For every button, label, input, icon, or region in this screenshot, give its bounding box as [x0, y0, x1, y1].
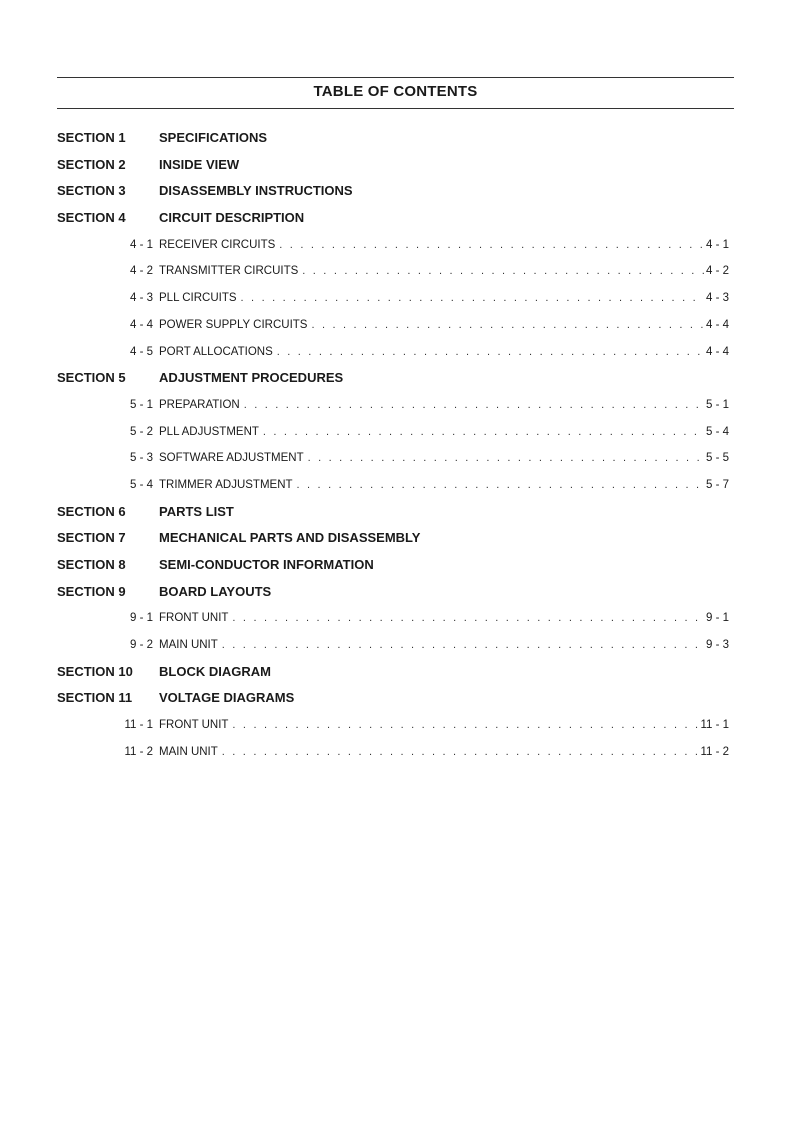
toc-subsection-row[interactable] — [57, 339, 734, 366]
subsection-number: 11 - 1 — [124, 719, 153, 732]
section-number: SECTION 4 — [57, 210, 126, 226]
toc-subsection-row[interactable] — [57, 285, 734, 312]
section-number: SECTION 2 — [57, 156, 126, 172]
subsection-number: 5 - 4 — [129, 478, 153, 491]
section-title: BLOCK DIAGRAM — [159, 663, 271, 679]
toc-subsection-row[interactable] — [57, 312, 734, 339]
subsection-title: RECEIVER CIRCUITS — [159, 238, 276, 251]
subsection-entry — [159, 632, 729, 659]
subsection-title: PORT ALLOCATIONS — [159, 345, 273, 358]
subsection-entry — [159, 232, 729, 259]
subsection-entry — [159, 472, 729, 499]
subsection-entry — [159, 605, 729, 632]
subsection-page-number: 4 - 3 — [705, 292, 729, 305]
dot-leader — [263, 419, 704, 446]
subsection-entry — [159, 712, 729, 739]
section-title: PARTS LIST — [159, 503, 234, 519]
subsection-title: PLL CIRCUITS — [159, 292, 237, 305]
section-number: SECTION 1 — [57, 130, 126, 145]
subsection-page-number: 9 - 1 — [705, 612, 729, 625]
toc-subsection-row[interactable] — [57, 392, 734, 419]
subsection-number: 4 - 1 — [129, 238, 153, 251]
section-title: VOLTAGE DIAGRAMS — [159, 690, 295, 706]
toc-subsection-row[interactable] — [57, 419, 734, 446]
section-number: SECTION 11 — [57, 690, 133, 706]
subsection-entry — [159, 285, 729, 312]
toc-subsection-row[interactable] — [57, 712, 734, 739]
subsection-page-number: 5 - 5 — [705, 452, 729, 465]
subsection-page-number: 4 - 2 — [705, 265, 729, 278]
subsection-entry — [159, 392, 729, 419]
subsection-title: PREPARATION — [159, 398, 240, 411]
subsection-title: FRONT UNIT — [159, 612, 229, 625]
toc-subsection-row[interactable] — [57, 472, 734, 499]
toc-subsection-row[interactable] — [57, 605, 734, 632]
subsection-number: 5 - 1 — [129, 398, 153, 411]
subsection-number: 4 - 2 — [129, 265, 153, 278]
dot-leader — [232, 605, 704, 632]
section-number: SECTION 6 — [57, 503, 126, 519]
toc-section-row[interactable] — [57, 125, 734, 152]
toc-section-row[interactable] — [57, 525, 734, 552]
section-title: SPECIFICATIONS — [159, 130, 268, 145]
subsection-number: 11 - 2 — [124, 745, 153, 758]
title-bottom-rule — [57, 108, 734, 109]
page-title: TABLE OF CONTENTS — [313, 83, 478, 100]
subsection-page-number: 4 - 4 — [705, 318, 729, 331]
subsection-title: TRIMMER ADJUSTMENT — [159, 478, 293, 491]
title-top-rule — [57, 77, 734, 78]
toc-section-row[interactable] — [57, 685, 734, 712]
section-number: SECTION 5 — [57, 370, 126, 386]
toc-section-row[interactable] — [57, 579, 734, 606]
toc-subsection-row[interactable] — [57, 445, 734, 472]
section-title: SEMI-CONDUCTOR INFORMATION — [159, 557, 374, 572]
section-number: SECTION 9 — [57, 583, 126, 599]
subsection-number: 4 - 4 — [129, 318, 153, 331]
section-title: BOARD LAYOUTS — [159, 583, 272, 599]
section-number: SECTION 10 — [57, 663, 133, 679]
dot-leader — [232, 712, 698, 739]
section-title: MECHANICAL PARTS AND DISASSEMBLY — [159, 530, 421, 546]
subsection-page-number: 5 - 4 — [705, 425, 729, 438]
dot-leader — [222, 739, 699, 766]
subsection-entry — [159, 258, 729, 285]
table-of-contents — [57, 125, 734, 766]
dot-leader — [277, 339, 704, 366]
toc-subsection-row[interactable] — [57, 739, 734, 766]
dot-leader — [222, 632, 704, 659]
toc-section-row[interactable] — [57, 205, 734, 232]
subsection-page-number: 4 - 4 — [705, 345, 729, 358]
subsection-page-number: 11 - 1 — [700, 719, 729, 732]
toc-section-row[interactable] — [57, 365, 734, 392]
dot-leader — [279, 232, 704, 259]
section-number: SECTION 8 — [57, 557, 126, 572]
toc-section-row[interactable] — [57, 152, 734, 179]
subsection-title: SOFTWARE ADJUSTMENT — [159, 452, 304, 465]
subsection-title: POWER SUPPLY CIRCUITS — [159, 318, 308, 331]
section-number: SECTION 7 — [57, 530, 126, 546]
dot-leader — [241, 285, 704, 312]
subsection-page-number: 11 - 2 — [700, 745, 729, 758]
subsection-entry — [159, 445, 729, 472]
dot-leader — [311, 312, 704, 339]
section-title: ADJUSTMENT PROCEDURES — [159, 370, 344, 386]
section-title: DISASSEMBLY INSTRUCTIONS — [159, 183, 353, 199]
subsection-entry — [159, 312, 729, 339]
section-title: INSIDE VIEW — [159, 156, 240, 172]
subsection-page-number: 5 - 7 — [705, 478, 729, 491]
subsection-title: FRONT UNIT — [159, 719, 229, 732]
section-title: CIRCUIT DESCRIPTION — [159, 210, 305, 226]
toc-section-row[interactable] — [57, 499, 734, 526]
subsection-entry — [159, 419, 729, 446]
subsection-number: 5 - 2 — [129, 425, 153, 438]
subsection-title: TRANSMITTER CIRCUITS — [159, 265, 299, 278]
toc-subsection-row[interactable] — [57, 232, 734, 259]
subsection-page-number: 5 - 1 — [705, 398, 729, 411]
subsection-number: 4 - 5 — [129, 345, 153, 358]
dot-leader — [302, 258, 704, 285]
subsection-title: MAIN UNIT — [159, 745, 218, 758]
subsection-entry — [159, 339, 729, 366]
subsection-number: 5 - 3 — [129, 452, 153, 465]
dot-leader — [297, 472, 704, 499]
toc-section-row[interactable] — [57, 552, 734, 579]
subsection-number: 9 - 2 — [129, 639, 153, 652]
section-number: SECTION 3 — [57, 183, 126, 199]
subsection-entry — [159, 739, 729, 766]
subsection-title: MAIN UNIT — [159, 639, 218, 652]
subsection-number: 4 - 3 — [129, 292, 153, 305]
subsection-page-number: 9 - 3 — [705, 639, 729, 652]
toc-section-row[interactable] — [57, 659, 734, 686]
subsection-page-number: 4 - 1 — [705, 238, 729, 251]
toc-subsection-row[interactable] — [57, 632, 734, 659]
toc-section-row[interactable] — [57, 178, 734, 205]
toc-subsection-row[interactable] — [57, 258, 734, 285]
subsection-title: PLL ADJUSTMENT — [159, 425, 259, 438]
dot-leader — [308, 445, 704, 472]
dot-leader — [244, 392, 704, 419]
subsection-number: 9 - 1 — [129, 612, 153, 625]
